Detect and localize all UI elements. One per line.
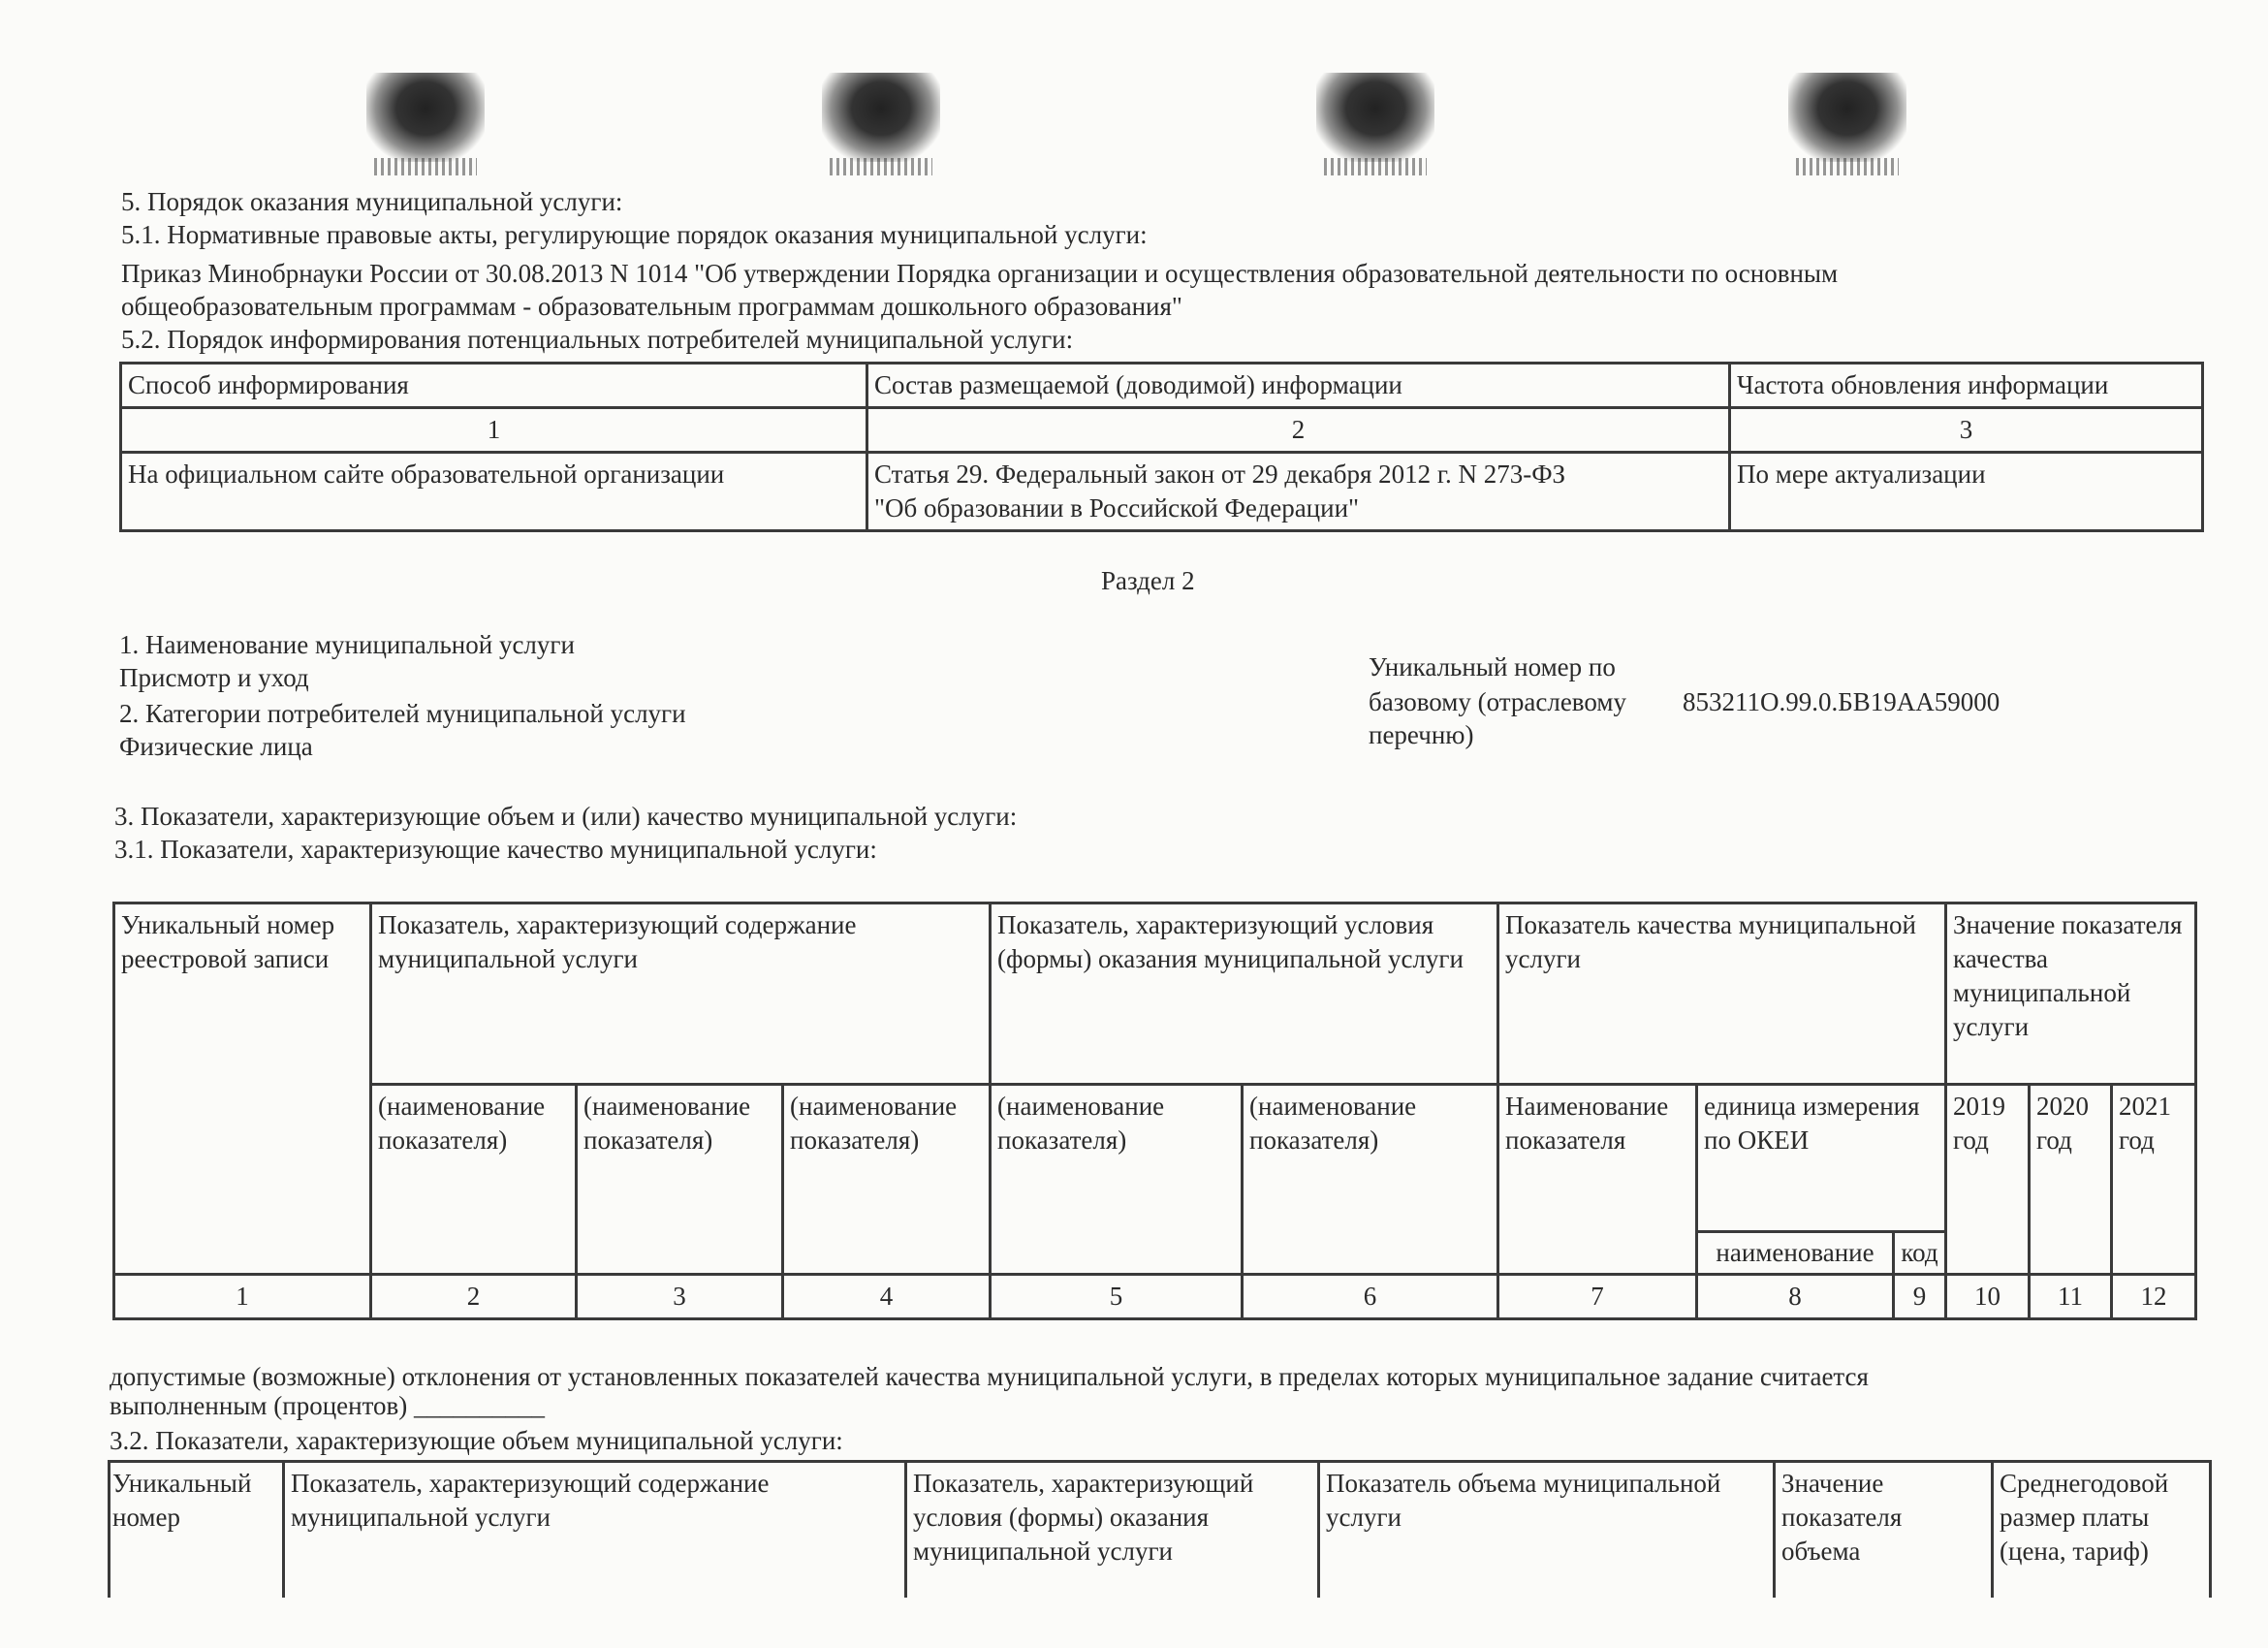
inform-method-cell: На официальном сайте образовательной организации	[121, 453, 867, 531]
quality-sub-unit: единица измерения по ОКЕИ	[1697, 1085, 1946, 1232]
volume-header-unique: Уникальный номер	[110, 1462, 284, 1598]
quality-table	[112, 902, 2197, 1320]
volume-header-content: Показатель, характеризующий содержание муниципальной услуги	[284, 1462, 906, 1598]
unique-number-label-line1: Уникальный номер по	[1369, 652, 1616, 681]
quality-sub-indicator-name: Наименование показателя	[1498, 1085, 1697, 1275]
quality-heading: 3.1. Показатели, характеризующие качество муниципальной услуги:	[114, 835, 877, 864]
category-value: Физические лица	[119, 732, 313, 761]
acts-heading: 5.1. Нормативные правовые акты, регулирующие порядок оказания муниципальной услуги:	[121, 220, 1148, 249]
inform-content-cell	[867, 453, 1730, 531]
unique-number-code: 853211О.99.0.БВ19АА59000	[1683, 687, 2000, 716]
quality-sub-name: (наименование показателя)	[991, 1085, 1243, 1275]
category-label: 2. Категории потребителей муниципальной услуги	[119, 699, 686, 728]
quality-sub-name: (наименование показателя)	[577, 1085, 783, 1275]
quality-year-2021: 2021 год	[2112, 1085, 2196, 1275]
inform-col-number: 2	[867, 408, 1730, 453]
quality-col-number: 2	[371, 1275, 577, 1319]
inform-content-line1: Статья 29. Федеральный закон от 29 декабря 2012 г. N 273-ФЗ	[874, 460, 1566, 489]
quality-header-quality: Показатель качества муниципальной услуги	[1498, 903, 1946, 1085]
volume-header-fee: Среднегодовой размер платы (цена, тариф)	[1993, 1462, 2211, 1598]
inform-table	[119, 362, 2204, 532]
inform-col-number: 3	[1730, 408, 2203, 453]
service-name-value: Присмотр и уход	[119, 663, 309, 692]
quality-col-number: 3	[577, 1275, 783, 1319]
indicators-heading: 3. Показатели, характеризующие объем и (или) качество муниципальной услуги:	[114, 802, 1018, 831]
quality-col-number: 4	[783, 1275, 991, 1319]
quality-col-number: 12	[2112, 1275, 2196, 1319]
volume-header-volume: Показатель объема муниципальной услуги	[1319, 1462, 1775, 1598]
quality-col-number: 10	[1946, 1275, 2030, 1319]
quality-header-unique: Уникальный номер реестровой записи	[114, 903, 371, 1275]
unique-number-label-line2: базовому (отраслевому	[1369, 687, 1626, 716]
inform-content-line2: "Об образовании в Российской Федерации"	[874, 493, 1360, 523]
act-text-line1: Приказ Минобрнауки России от 30.08.2013 N 1014 "Об утверждении Порядка организации и осуществления образовательной деятельности по основным	[121, 259, 1839, 288]
inform-header-method: Способ информирования	[121, 364, 867, 408]
quality-header-value: Значение показателя качества муниципальной услуги	[1946, 903, 2196, 1085]
quality-col-number: 6	[1243, 1275, 1498, 1319]
quality-sub-unit-code: код	[1894, 1232, 1946, 1275]
section-title: Раздел 2	[1101, 566, 1195, 595]
volume-table	[108, 1460, 2212, 1598]
quality-header-content: Показатель, характеризующий содержание муниципальной услуги	[371, 903, 991, 1085]
section5-heading: 5. Порядок оказания муниципальной услуги:	[121, 187, 623, 216]
inform-frequency-cell: По мере актуализации	[1730, 453, 2203, 531]
inform-heading: 5.2. Порядок информирования потенциальных потребителей муниципальной услуги:	[121, 325, 1074, 354]
scan-artifact	[366, 73, 485, 162]
quality-sub-name: (наименование показателя)	[1243, 1085, 1498, 1275]
inform-header-content: Состав размещаемой (доводимой) информации	[867, 364, 1730, 408]
deviation-line2: выполненным (процентов) __________	[110, 1391, 546, 1420]
unique-number-label-line3: перечню)	[1369, 720, 1474, 749]
volume-heading: 3.2. Показатели, характеризующие объем муниципальной услуги:	[110, 1426, 843, 1455]
quality-sub-name: (наименование показателя)	[783, 1085, 991, 1275]
inform-header-frequency: Частота обновления информации	[1730, 364, 2203, 408]
quality-col-number: 7	[1498, 1275, 1697, 1319]
quality-sub-unit-name: наименование	[1697, 1232, 1894, 1275]
quality-year-2019: 2019 год	[1946, 1085, 2030, 1275]
quality-col-number: 11	[2030, 1275, 2112, 1319]
inform-col-number: 1	[121, 408, 867, 453]
quality-year-2020: 2020 год	[2030, 1085, 2112, 1275]
scan-artifact	[1316, 73, 1434, 162]
quality-col-number: 9	[1894, 1275, 1946, 1319]
scan-artifact	[1788, 73, 1906, 162]
quality-col-number: 5	[991, 1275, 1243, 1319]
volume-header-conditions: Показатель, характеризующий условия (формы) оказания муниципальной услуги	[906, 1462, 1319, 1598]
quality-col-number: 1	[114, 1275, 371, 1319]
quality-col-number: 8	[1697, 1275, 1894, 1319]
deviation-line1: допустимые (возможные) отклонения от установленных показателей качества муниципальной услуги, в пределах которых муниципальное задание считается	[110, 1362, 1869, 1391]
service-name-label: 1. Наименование муниципальной услуги	[119, 630, 575, 659]
quality-sub-name: (наименование показателя)	[371, 1085, 577, 1275]
quality-header-conditions: Показатель, характеризующий условия (формы) оказания муниципальной услуги	[991, 903, 1498, 1085]
scan-artifact	[822, 73, 940, 162]
volume-header-value: Значение показателя объема	[1775, 1462, 1993, 1598]
act-text-line2: общеобразовательным программам - образовательным программам дошкольного образования"	[121, 292, 1182, 321]
